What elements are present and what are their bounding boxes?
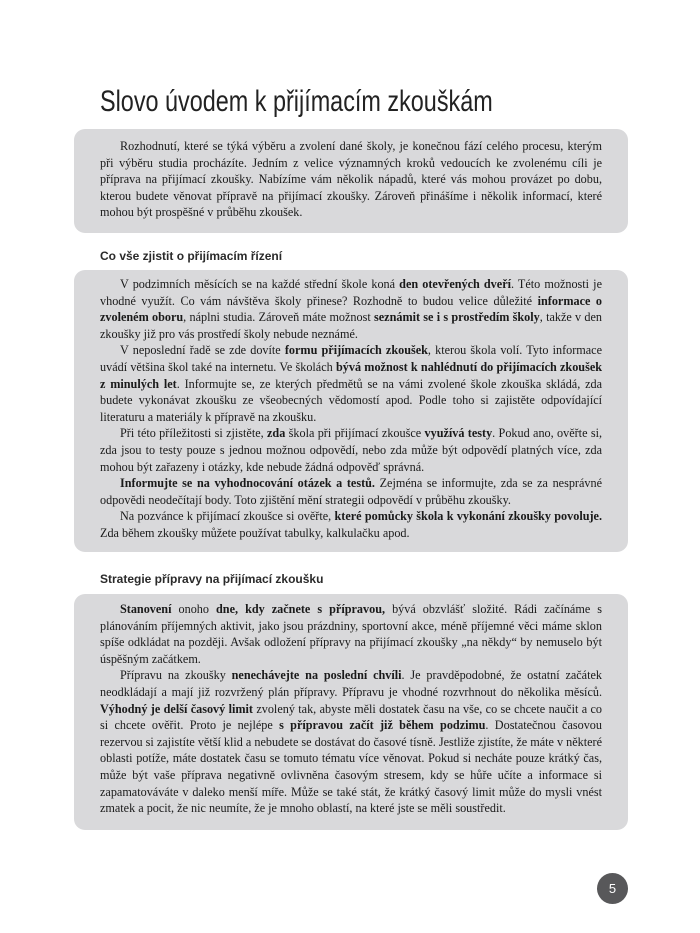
page-number-badge: 5: [597, 873, 628, 904]
paragraph-aids: Na pozvánce k přijímací zkoušce si ověřte, které pomůcky škola k vykonání zkoušky povoluje. Zda během zkoušky můžete používat tabulky, kalkulačku apod.: [100, 509, 602, 540]
section-heading-admission: Co vše zjistit o přijímacím řízení: [100, 249, 283, 263]
section-heading-strategy: Strategie přípravy na přijímací zkoušku: [100, 572, 324, 586]
intro-box: [74, 129, 628, 233]
admission-info-box: [74, 270, 628, 552]
paragraph-evaluation: Informujte se na vyhodnocování otázek a testů. Zejména se informujte, zda se za nesprávné odpovědi neodečítají body. Toto zjištění mění strategii odpovědí v průběhu zkoušky.: [100, 476, 602, 507]
intro-paragraph: Rozhodnutí, které se týká výběru a zvolení dané školy, je konečnou fází celého procesu, kterým při výběru studia procházíte. Jedním z velice významných kroků vedoucích ke zvolenému cíli je příprava na přijímací zkoušky. Nabízíme vám několik nápadů, které vás mohou provázet po dobu, kterou budete věnovat přípravě na přijímací zkoušky. Zároveň přinášíme i několik informací, které mohou být prospěšné v průběhu zkoušek.: [100, 139, 602, 220]
paragraph-time-limit: Přípravu na zkoušky nenechávejte na poslední chvíli. Je pravděpodobné, že ostatní začátek neodkládají a mají již rozvržený plán přípravy. Přípravu je vhodné rozvrhnout do několika měsíců. Výhodný je delší časový limit zvolený tak, abyste měli dostatek času na vše, co se chcete naučit a co si chcete ověřit. Proto je nejlépe s přípravou začít již během podzimu. Dostatečnou časovou rezervou si zajistíte větší klid a nebudete se dostávat do časové tísně. Jestliže zjistíte, že máte v některé oblasti potíže, máte dostatek času se tomuto tématu více věnovat. Pokud si necháte pouze krátký čas, může být vaše příprava negativně ovlivněna časovým stresem, kdy se hůře učíte a informace si zapamatováváte v daleko menší míře. Může se také stát, že krátký časový limit může do mysli vnést zmatek a pocit, že nic neumíte, že je mnoho oblastí, na které jste se měli soustředit.: [100, 668, 603, 816]
page-title: Slovo úvodem k přijímacím zkouškám: [100, 85, 493, 118]
paragraph-start-day: Stanovení onoho dne, kdy začnete s přípravou, bývá obzvlášť složité. Rádi začínáme s plánováním příjemných aktivit, jako jsou prázdniny, sportovní akce, méně příjemné věci máme sklon spíše odkládat na později. Avšak odložení přípravy na přijímací zkoušky „na někdy“ by nemuselo být úspěšným začátkem.: [100, 602, 603, 666]
paragraph-open-day: V podzimních měsících se na každé střední škole koná den otevřených dveří. Této možnosti je vhodné využít. Co vám návštěva školy přinese? Rozhodně to budou velice důležité informace o zvoleném oboru, náplni studia. Zároveň máte možnost seznámit se i s prostředím školy, takže v den zkoušky již pro vás prostředí školy nebude neznámé.: [100, 277, 603, 341]
paragraph-exam-form: V neposlední řadě se zde dovíte formu přijímacích zkoušek, kterou škola volí. Tyto informace uvádí většina škol také na internetu. Ve školách bývá možnost k nahlédnutí do přijímacích zkoušek z minulých let. Informujte se, ze kterých předmětů se na vámi zvolené škole zkouška skládá, zda budete vykonávat zkoušku ze všeobecných vědomostí apod. Podle toho si zajistěte odpovídající literaturu a materiály k přípravě na zkoušku.: [100, 343, 603, 424]
paragraph-tests: Při této příležitosti si zjistěte, zda škola při přijímací zkoušce využívá testy. Pokud ano, ověřte si, zda jsou to testy pouze s jednou možnou odpovědí, nebo zda může být odpovědí platných více, zda mohou být zařazeny i otázky, kde nebude žádná odpověď správná.: [100, 426, 602, 474]
strategy-box: [74, 594, 628, 830]
